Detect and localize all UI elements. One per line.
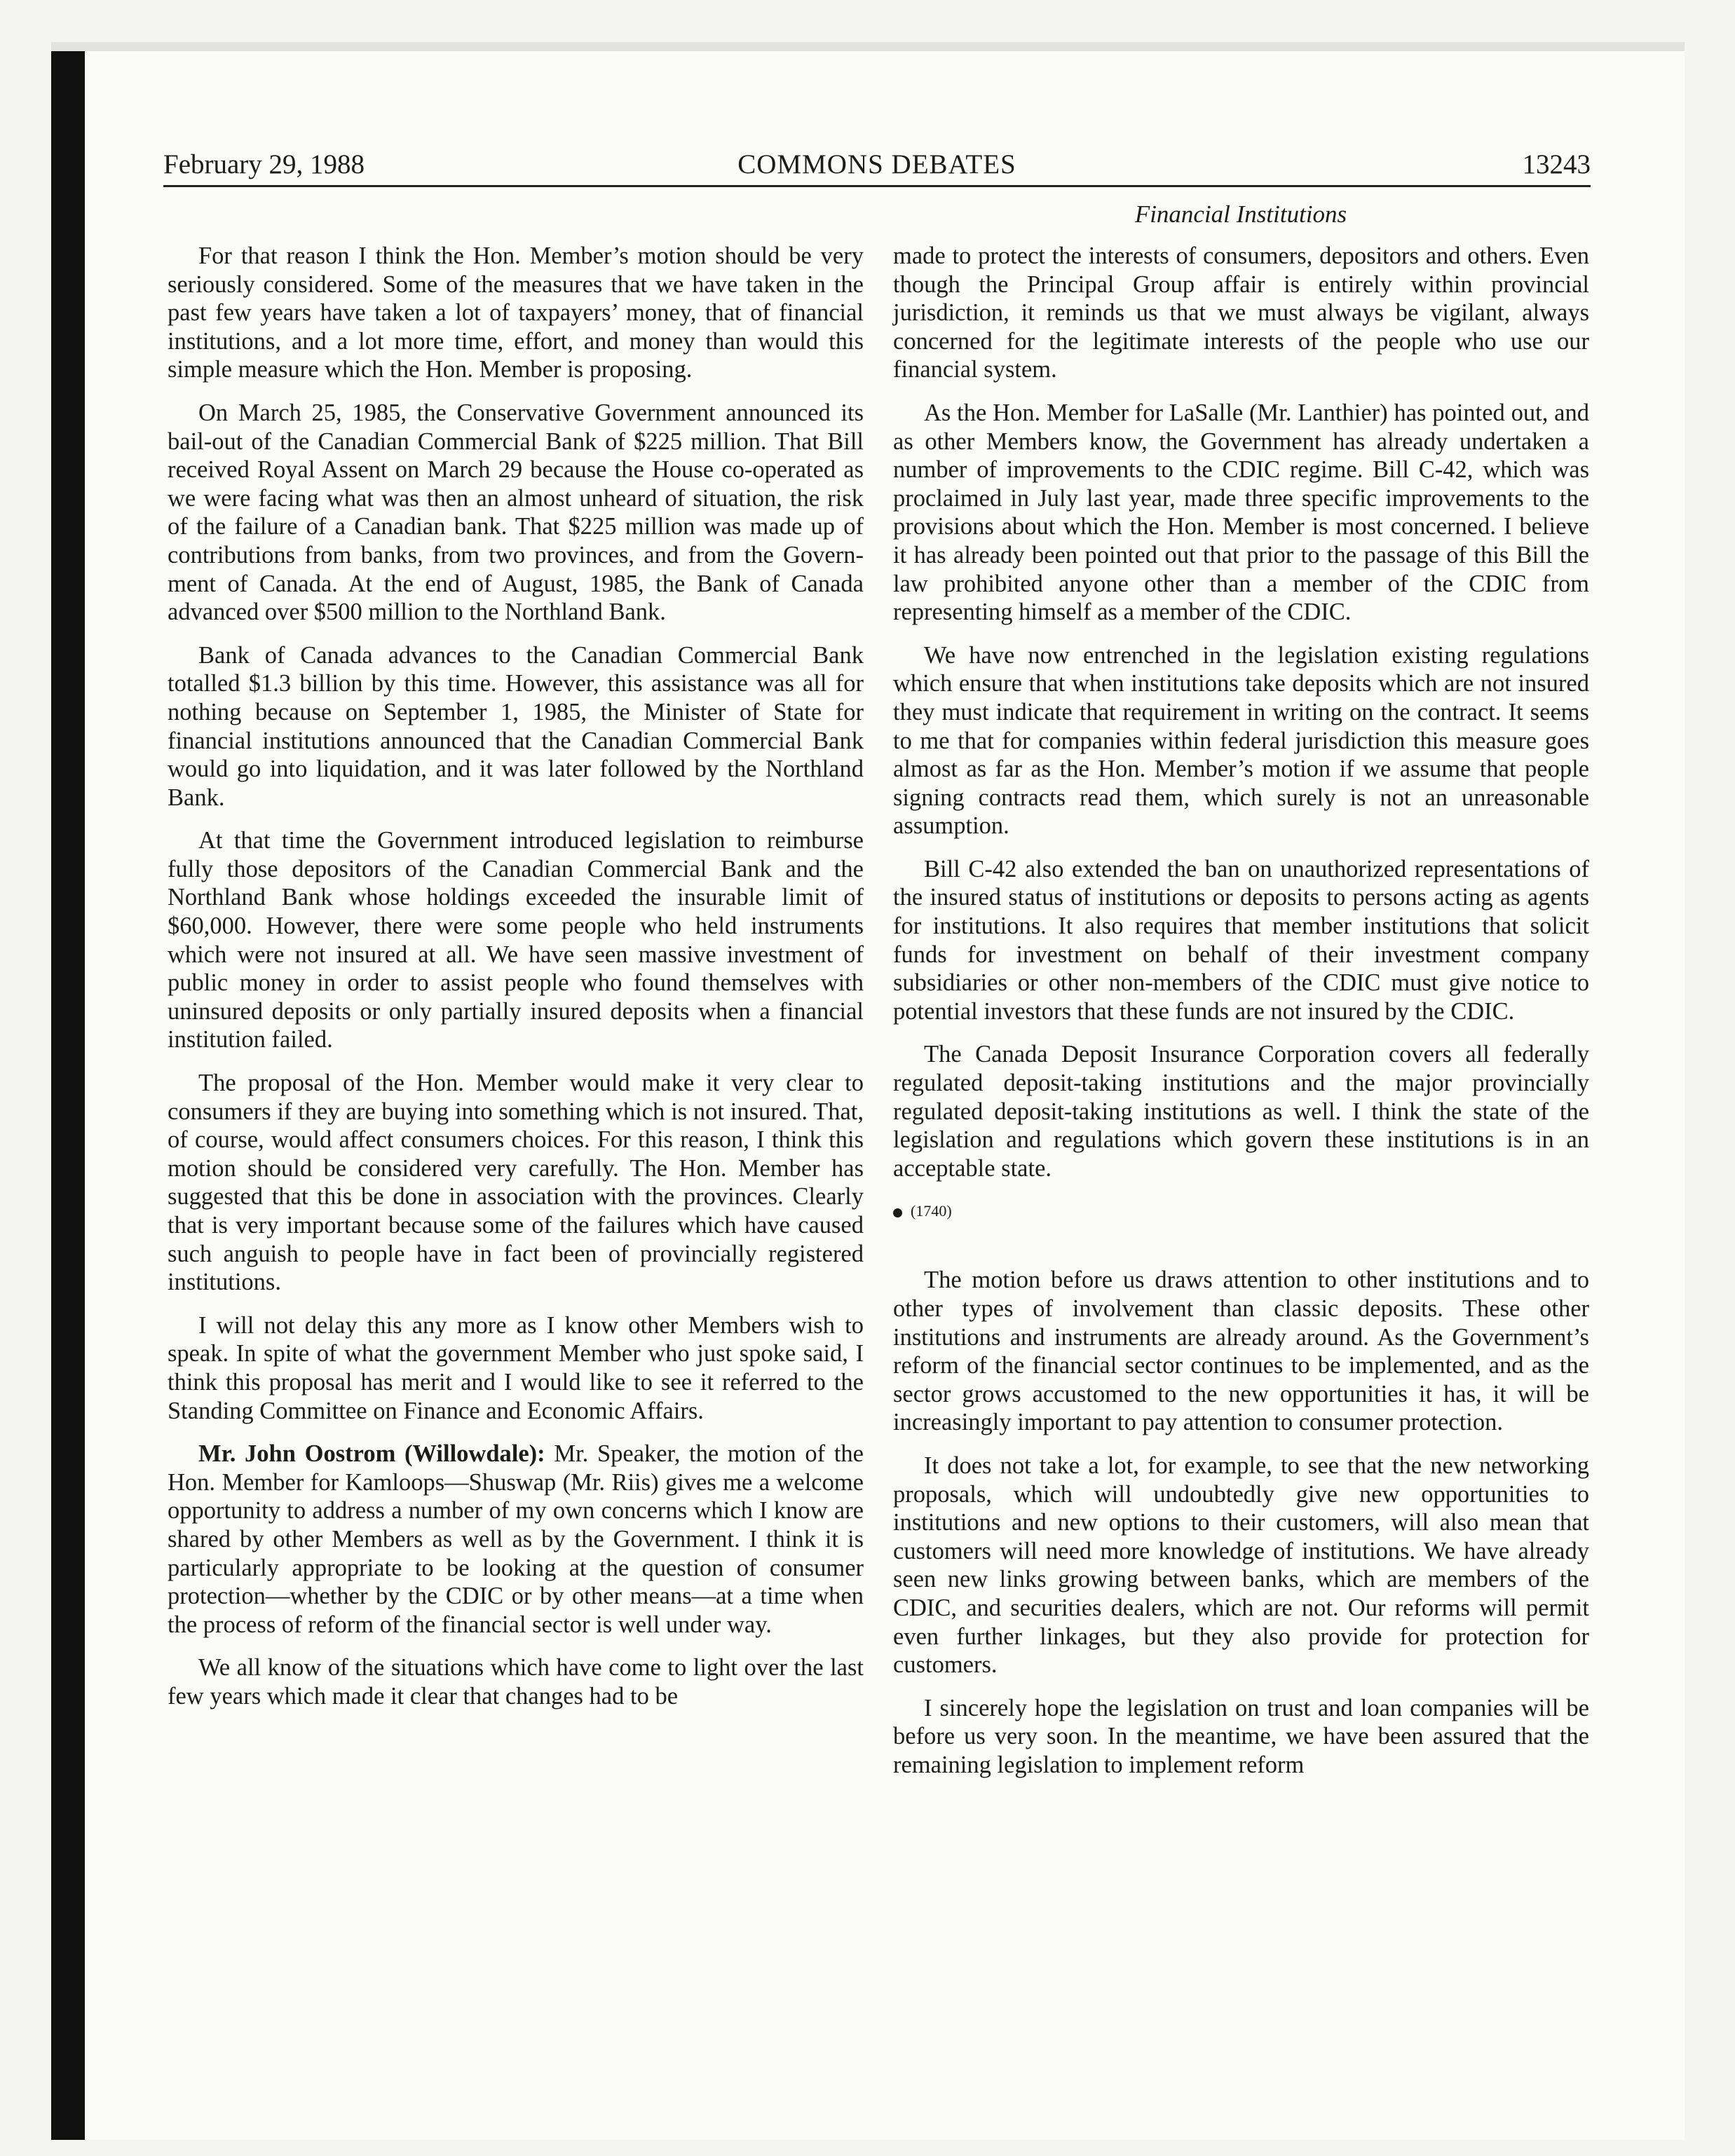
timestamp-marker (893, 1197, 1589, 1225)
paragraph: made to protect the interests of consumers, depositors and others. Even though the Principal Group affair is entirely within provincial jurisdiction, it reminds us that we must always be vigilant, always concerned for the legitimate interests of the people who use our financial system. (893, 243, 1589, 383)
paragraph: I sincerely hope the legislation on trust and loan companies will be before us very soon. In the meantime, we have been assured that the remaining legislation to implement reform (893, 1694, 1589, 1778)
paragraph: I will not delay this any more as I know other Members wish to speak. In spite of what the government Member who just spoke said, I think this proposal has merit and I would like to see it referred to the Standing Committee on Finance and Economic Affairs. (168, 1311, 864, 1424)
paragraph: We all know of the situations which have come to light over the last few years which made it clear that changes had to be (168, 1654, 864, 1710)
speaker-name: Mr. John Oostrom (Willowdale): (198, 1440, 545, 1468)
scan-border-left (51, 51, 85, 2140)
header-rule (163, 185, 1591, 187)
paragraph: On March 25, 1985, the Conservative Government announced its bail-out of the Canadian Commercial Bank of $225 million. That Bill received Royal Assent on March 29 because the House co-operated as we were facing what was then an almost unheard of situation, the risk of the failure of a Canadian bank. That $225 million was made up of contributions from banks, from two provinces, and from the Government of Canada. At the end of August, 1985, the Bank of Canada advanced over $500 million to the Northland Bank. (168, 399, 864, 626)
paragraph: The proposal of the Hon. Member would make it very clear to consumers if they are buying into something which is not insured. That, of course, would affect consumers choices. For this reason, I think this motion should be considered very carefully. The Hon. Member has suggested that this be done in association with the provinces. Clearly that is very important because some of the failures which have caused such anguish to people have in fact been of provincially registered institutions. (168, 1070, 864, 1296)
right-column (893, 242, 1589, 1794)
header-title: COMMONS DEBATES (737, 149, 1016, 179)
paragraph: Bank of Canada advances to the Canadian Commercial Bank totalled $1.3 billion by this time. However, this assistance was all for nothing because on September 1, 1985, the Minister of State for financial institutions announced that the Canadian Commercial Bank would go into liquidation, and it was later followed by the Northland Bank. (168, 641, 864, 811)
paragraph: The motion before us draws attention to other institutions and to other types of involvement than classic deposits. These other institutions and instruments are already around. As the Government’s reform of the financial sector continues to be implemented, and as the sector grows accustomed to the new opportunities it has, it will be increasingly important to pay attention to consumer protection. (893, 1267, 1589, 1436)
header-date: February 29, 1988 (163, 149, 365, 179)
speech-paragraph (168, 1440, 864, 1639)
page-number: 13243 (1522, 149, 1591, 179)
paragraph: At that time the Government introduced legislation to reimburse fully those depositors of the Canadian Commercial Bank and the Northland Bank whose holdings exceeded the insurable limit of $60,000. However, there were some people who held instruments which were not insured at all. We have seen massive investment of public money in order to assist people who found themselves with uninsured deposits or only partially insured deposits when a financial institution failed. (168, 827, 864, 1053)
paragraph: For that reason I think the Hon. Member’s motion should be very seriously considered. Some of the measures that we have taken in the past few years have taken a lot of taxpayers’ money, that of financial institutions, and a lot more time, effort, and money than would this simple measure which the Hon. Member is proposing. (168, 243, 864, 383)
scan-border-top (51, 42, 1685, 52)
paragraph: We have now entrenched in the legislation existing regulations which ensure that when institutions take deposits which are not insured they must indicate that requirement in writing on the contract. It seems to me that for companies within federal jurisdiction this measure goes almost as far as the Hon. Member’s motion if we assume that people signing contracts read them, which surely is not an unreasonable assumption. (893, 641, 1589, 840)
paragraph: As the Hon. Member for LaSalle (Mr. Lanthier) has pointed out, and as other Members know, the Government has already undertaken a number of improvements to the CDIC regime. Bill C-42, which was proclaimed in July last year, made three specific improvements to the provisions about which the Hon. Member is most concerned. I believe it has already been pointed out that prior to the passage of this Bill the law prohibited anyone other than a member of the CDIC from representing himself as a member of the CDIC. (893, 399, 1589, 626)
paragraph: Bill C-42 also extended the ban on unauthorized representations of the insured status of institutions or deposits to persons acting as agents for institutions. It also requires that member institutions that solicit funds for investment on behalf of their investment company subsidiaries or other non-members of the CDIC must give notice to potential investors that these funds are not insured by the CDIC. (893, 855, 1589, 1025)
section-title: Financial Institutions (1134, 200, 1347, 228)
paragraph: The Canada Deposit Insurance Corporation covers all federally regulated deposit-taking institutions and the major provincially regulated deposit-taking institutions as well. I think the state of the legislation and regulations which govern these institutions is in an acceptable state. (893, 1041, 1589, 1182)
paragraph: It does not take a lot, for example, to see that the new networking proposals, which will undoubtedly give new opportunities to institutions and new options to their customers, will also mean that customers will need more knowledge of institutions. We have already seen new links growing between banks, which are members of the CDIC, and securities dealers, which are not. Our reforms will permit even further linkages, but they also provide for protection for customers. (893, 1452, 1589, 1679)
bullet-icon (893, 1208, 902, 1217)
speech-text: Mr. Speaker, the motion of the Hon. Member for Kamloops—Shuswap (Mr. Riis) gives me a welcome opportunity to address a number of my own concerns which I know are shared by other Members as well as by the Government. I think it is particularly appropriate to be looking at the question of consumer protection—whether by the CDIC or by other means—at a time when the process of reform of the financial sector is well under way. (168, 1440, 864, 1638)
left-column (168, 242, 864, 1726)
timestamp-text: (1740) (911, 1202, 952, 1220)
page-header (163, 145, 1591, 184)
